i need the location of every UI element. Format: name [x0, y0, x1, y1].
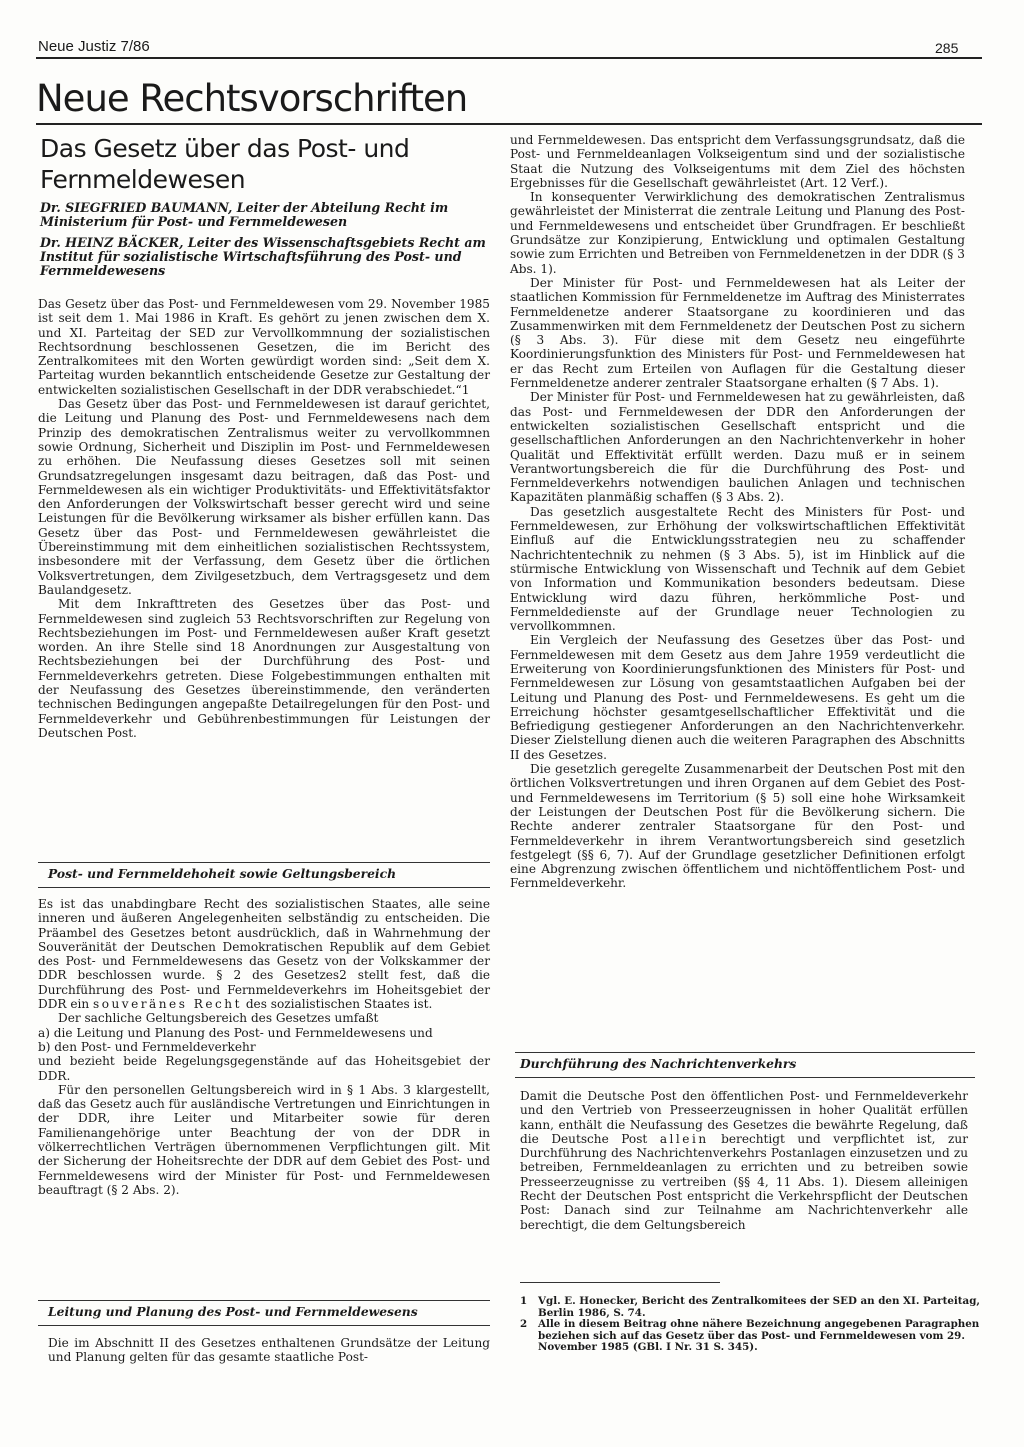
sec1-paragraph: Für den personellen Geltungsbereich wird in § 1 Abs. 3 klargestellt, daß das Gesetz auch für ausländische Vertretungen und Einrichtungen in der DDR, ihre Leiter und Mitarbeiter sowie für deren Familienangehörige unter Beachtung der von der DDR in völkerrechtlichen Verträgen übernommenen Verpflichtungen gilt. Mit der Sicherung der Hoheitsrechte der DDR auf dem Gebiet des Post- und Fernmeldewesens wird der Minister für Post- und Fernmeldewesen beauftragt (§ 2 Abs. 2).: [38, 1082, 490, 1197]
intro-paragraph: Das Gesetz über das Post- und Fernmeldewesen ist darauf gerichtet, die Leitung und Planung des Post- und Fernmeldewesens nach dem Prinzip des demokratischen Zentralismus weiter zu vervollkommnen sowie Ordnung, Sicherheit und Disziplin im Post- und Fernmeldewesen zu erhöhen. Die Neufassung dieses Gesetzes soll mit seinen Grundsatzregelungen insgesamt dazu beitragen, daß das Post- und Fernmeldewesen als ein wichtiger Produktivitäts- und Effektivitätsfaktor den Anforderungen der Volkswirtschaft besser gerecht wird und seine Leistungen für die Bevölkerung wirksamer als bisher erfüllen kann. Das Gesetz über das Post- und Fernmeldewesen gewährleistet die Übereinstimmung mit dem einheitlichen sozialistischen Rechtssystem, insbesondere mit der Verfassung, dem Gesetz über die örtlichen Volksvertretungen, dem Zivilgesetzbuch, dem Vertragsgesetz und dem Baulandgesetz.: [38, 397, 490, 597]
list-item: a) die Leitung und Planung des Post- und Fernmeldewesens und: [38, 1025, 433, 1040]
right-column: [510, 133, 965, 891]
sec3-emphasis: allein: [659, 1131, 709, 1146]
heading-rule: [515, 1052, 975, 1053]
right-paragraph: Der Minister für Post- und Fernmeldewesen hat zu gewährleisten, daß das Post- und Fernmeldewesen der DDR den Anforderungen der entwickelten sozialistischen Gesellschaft entspricht und die gesellschaftlichen Anforderungen an den Nachrichtenverkehr in hoher Qualität und Effektivität erfüllt werden. Dazu muß er in seinem Verantwortungsbereich die für die Durchführung des Post- und Fernmeldeverkehrs notwendigen baulichen Anlagen und technischen Kapazitäten planmäßig schaffen (§ 3 Abs. 2).: [510, 390, 965, 505]
author-1: Dr. SIEGFRIED BAUMANN, Leiter der Abteilung Recht im Ministerium für Post- und Fernmeldewesen: [40, 200, 449, 229]
sec1-paragraph: und bezieht beide Regelungsgegenstände auf das Hoheitsgebiet der DDR.: [38, 1054, 490, 1083]
footnote-text: Vgl. E. Honecker, Bericht des Zentralkomitees der SED an den XI. Parteitag, Berlin 1986, S. 74.: [538, 1295, 981, 1319]
heading-rule: [38, 887, 490, 888]
right-paragraph: Ein Vergleich der Neufassung des Gesetzes über das Post- und Fernmeldewesen mit dem Gesetz aus dem Jahre 1959 verdeutlicht die Erweiterung von Koordinierungsfunktionen des Ministers für Post- und Fernmeldewesen zur Lösung von gesamtstaatlichen Aufgaben bei der Leitung und Planung des Post- und Fernmeldewesens. Es geht um die Erreichung höchster gesamtgesellschaftlicher Effektivität und die Befriedigung gestiegener Anforderungen an den Nachrichtenverkehr. Dieser Zielstellung dienen auch die weiteren Paragraphen des Abschnitts II des Gesetzes.: [510, 633, 965, 762]
heading-rule: [38, 862, 490, 863]
sec3-heading: Durchführung des Nachrichtenverkehrs: [520, 1056, 797, 1071]
sec3-text: Damit die Deutsche Post den öffentlichen Post- und Fernmeldeverkehr und den Vertrieb von Presseerzeugnissen in hoher Qualität erfüllen kann, enthält die Neufassung des Gesetzes die bewährte Regelung, daß die Deutsche Post: [520, 1089, 968, 1146]
section-rule: [36, 123, 982, 125]
journal-name: Neue Justiz 7/86: [38, 38, 150, 55]
sec2-column: [48, 1336, 490, 1365]
list-item: b) den Post- und Fernmeldeverkehr: [38, 1039, 256, 1054]
footnote-text: Alle in diesem Beitrag ohne nähere Bezeichnung angegebenen Paragraphen beziehen sich auf das Gesetz über das Post- und Fernmeldewesen vom 29. November 1985 (GBl. I Nr. 31 S. 345).: [538, 1318, 980, 1354]
sec3-paragraph: [520, 1089, 968, 1232]
author-2: Dr. HEINZ BÄCKER, Leiter des Wissenschaftsgebiets Recht am Institut für sozialistische Wirtschaftsführung des Post- und Fernmeldewesens: [40, 235, 486, 278]
footnote-rule: [520, 1282, 720, 1283]
scope-list: [38, 1026, 490, 1055]
right-paragraph: und Fernmeldewesen. Das entspricht dem Verfassungsgrundsatz, daß die Post- und Fernmeldeanlagen Volkseigentum sind und der sozialistische Staat die Nutzung des Volkseigentums mit dem Ziel des höchsten Ergebnisses für die Gesellschaft gewährleistet (Art. 12 Verf.).: [510, 133, 965, 190]
intro-column: [38, 297, 490, 740]
section-title: Neue Rechtsvorschriften: [36, 77, 468, 120]
sec3-text: berechtigt und verpflichtet ist, zur Durchführung des Nachrichtenverkehrs Postanlagen einzusetzen und zu betreiben, Fernmeldeanlagen zu errichten und zu betreiben sowie Presseerzeugnisse zu vertreiben (§§ 4, 11 Abs. 1). Diesem alleinigen Recht der Deutschen Post entspricht die Verkehrspflicht der Deutschen Post: Danach sind zur Teilnahme am Nachrichtenverkehr alle berechtigt, die dem Geltungsbereich: [520, 1131, 968, 1232]
heading-rule: [515, 1077, 975, 1078]
sec1-paragraph: [38, 897, 490, 1011]
sec1-paragraph: Der sachliche Geltungsbereich des Gesetzes umfaßt: [58, 1011, 379, 1026]
intro-paragraph: Das Gesetz über das Post- und Fernmeldewesen vom 29. November 1985 ist seit dem 1. Mai 1986 in Kraft. Es gehört zu jenen zwischen dem X. und XI. Parteitag der SED zur Vervollkommnung der sozialistischen Rechtsordnung beschlossenen Gesetzen, die im Bericht des Zentralkomitees mit den Worten gewürdigt worden sind: „Seit dem X. Parteitag wurden bekanntlich entscheidende Gesetze zur Gestaltung der entwickelten sozialistischen Gesellschaft in der DDR verabschiedet.“1: [38, 297, 490, 397]
header-rule: [36, 57, 982, 59]
right-paragraph: In konsequenter Verwirklichung des demokratischen Zentralismus gewährleistet der Ministerrat die zentrale Leitung und Planung des Post- und Fernmeldewesens und entscheidet über Grundfragen. Er beschließt Grundsätze zur Konzipierung, Entwicklung und optimalen Gestaltung sowie zum Errichten und Betreiben von Fernmeldenetzen in der DDR (§ 3 Abs. 1).: [510, 190, 965, 276]
article-title: Das Gesetz über das Post- und Fernmeldewesen: [40, 134, 410, 194]
sec3-column: [520, 1089, 968, 1232]
right-paragraph: Das gesetzlich ausgestaltete Recht des Ministers für Post- und Fernmeldewesen, zur Erhöhung der volkswirtschaftlichen Effektivität Einfluß auf die Entwicklungsstrategien neu zu schaffender Nachrichtentechnik zu nehmen (§ 3 Abs. 5), ist im Hinblick auf die stürmische Entwicklung von Wissenschaft und Technik auf dem Gebiet von Information und Kommunikation besonders bedeutsam. Diese Entwicklung wird dazu führen, herkömmliche Post- und Fernmeldedienste auf der Grundlage neuer Technologien zu vervollkommnen.: [510, 504, 965, 634]
footnote: [520, 1296, 980, 1319]
heading-rule: [38, 1300, 490, 1301]
sec1-column: [38, 897, 490, 1197]
sec2-paragraph: Die im Abschnitt II des Gesetzes enthaltenen Grundsätze der Leitung und Planung gelten für das gesamte staatliche Post-: [48, 1336, 490, 1365]
sec1-heading: Post- und Fernmeldehoheit sowie Geltungsbereich: [48, 866, 397, 881]
footnotes: [520, 1296, 980, 1354]
sec2-heading: Leitung und Planung des Post- und Fernmeldewesens: [48, 1304, 418, 1319]
footnote: [520, 1319, 980, 1354]
sec1-text: des sozialistischen Staates ist.: [241, 997, 433, 1012]
right-paragraph: Die gesetzlich geregelte Zusammenarbeit der Deutschen Post mit den örtlichen Volksvertretungen und ihren Organen auf dem Gebiet des Post- und Fernmeldewesens im Territorium (§ 5) soll eine hohe Wirksamkeit der Leistungen der Deutschen Post für die Bevölkerung sichern. Die Rechte anderer zentraler Staatsorgane für den Post- und Fernmeldeverkehr in ihrem Verantwortungsbereich sind gesetzlich festgelegt (§§ 6, 7). Auf der Grundlage gesetzlicher Definitionen erfolgt eine Abgrenzung zwischen öffentlichem und nichtöffentlichem Post- und Fernmeldeverkehr.: [510, 762, 965, 891]
sec1-emphasis: souveränes Recht: [93, 997, 242, 1012]
sec1-text: Es ist das unabdingbare Recht des sozialistischen Staates, alle seine inneren und äußeren Angelegenheiten selbständig zu entscheiden. Die Präambel des Gesetzes betont ausdrücklich, daß in Wahrnehmung der Souveränität der Deutschen Demokratischen Republik auf dem Gebiet des Post- und Fernmeldewesens das Gesetz von der Volkskammer der DDR beschlossen wurde. § 2 des Gesetzes2 stellt fest, daß die Durchführung des Post- und Fernmeldeverkehrs im Hoheitsgebiet der DDR ein: [38, 897, 490, 1012]
right-paragraph: Der Minister für Post- und Fernmeldewesen hat als Leiter der staatlichen Kommission für Fernmeldenetze im Auftrag des Ministerrates Fernmeldenetze anderer Staatsorgane zu koordinieren und das Zusammenwirken mit dem Fernmeldenetz der Deutschen Post zu sichern (§ 3 Abs. 3). Für diese mit dem Gesetz neu eingeführte Koordinierungsfunktion des Ministers für Post- und Fernmeldewesen hat er das Recht zum Erteilen von Auflagen für die Gestaltung dieser Fernmeldenetze anderer zentraler Staatsorgane erhalten (§ 7 Abs. 1).: [510, 275, 965, 391]
heading-rule: [38, 1325, 490, 1326]
footnote-number: 2: [520, 1318, 528, 1331]
footnote-number: 1: [520, 1295, 528, 1307]
intro-paragraph: Mit dem Inkrafttreten des Gesetzes über das Post- und Fernmeldewesen sind zugleich 53 Rechtsvorschriften zur Regelung von Rechtsbeziehungen im Post- und Fernmeldewesen außer Kraft gesetzt worden. An ihre Stelle sind 18 Anordnungen zur Ausgestaltung von Rechtsbeziehungen bei der Durchführung des Post- und Fernmeldeverkehrs getreten. Diese Folgebestimmungen enthalten mit der Neufassung des Gesetzes übereinstimmende, den veränderten technischen Bedingungen angepaßte Detailregelungen für den Post- und Fernmeldeverkehr und Gebührenbestimmungen für Leistungen der Deutschen Post.: [38, 597, 490, 740]
page-number: 285: [935, 40, 959, 56]
